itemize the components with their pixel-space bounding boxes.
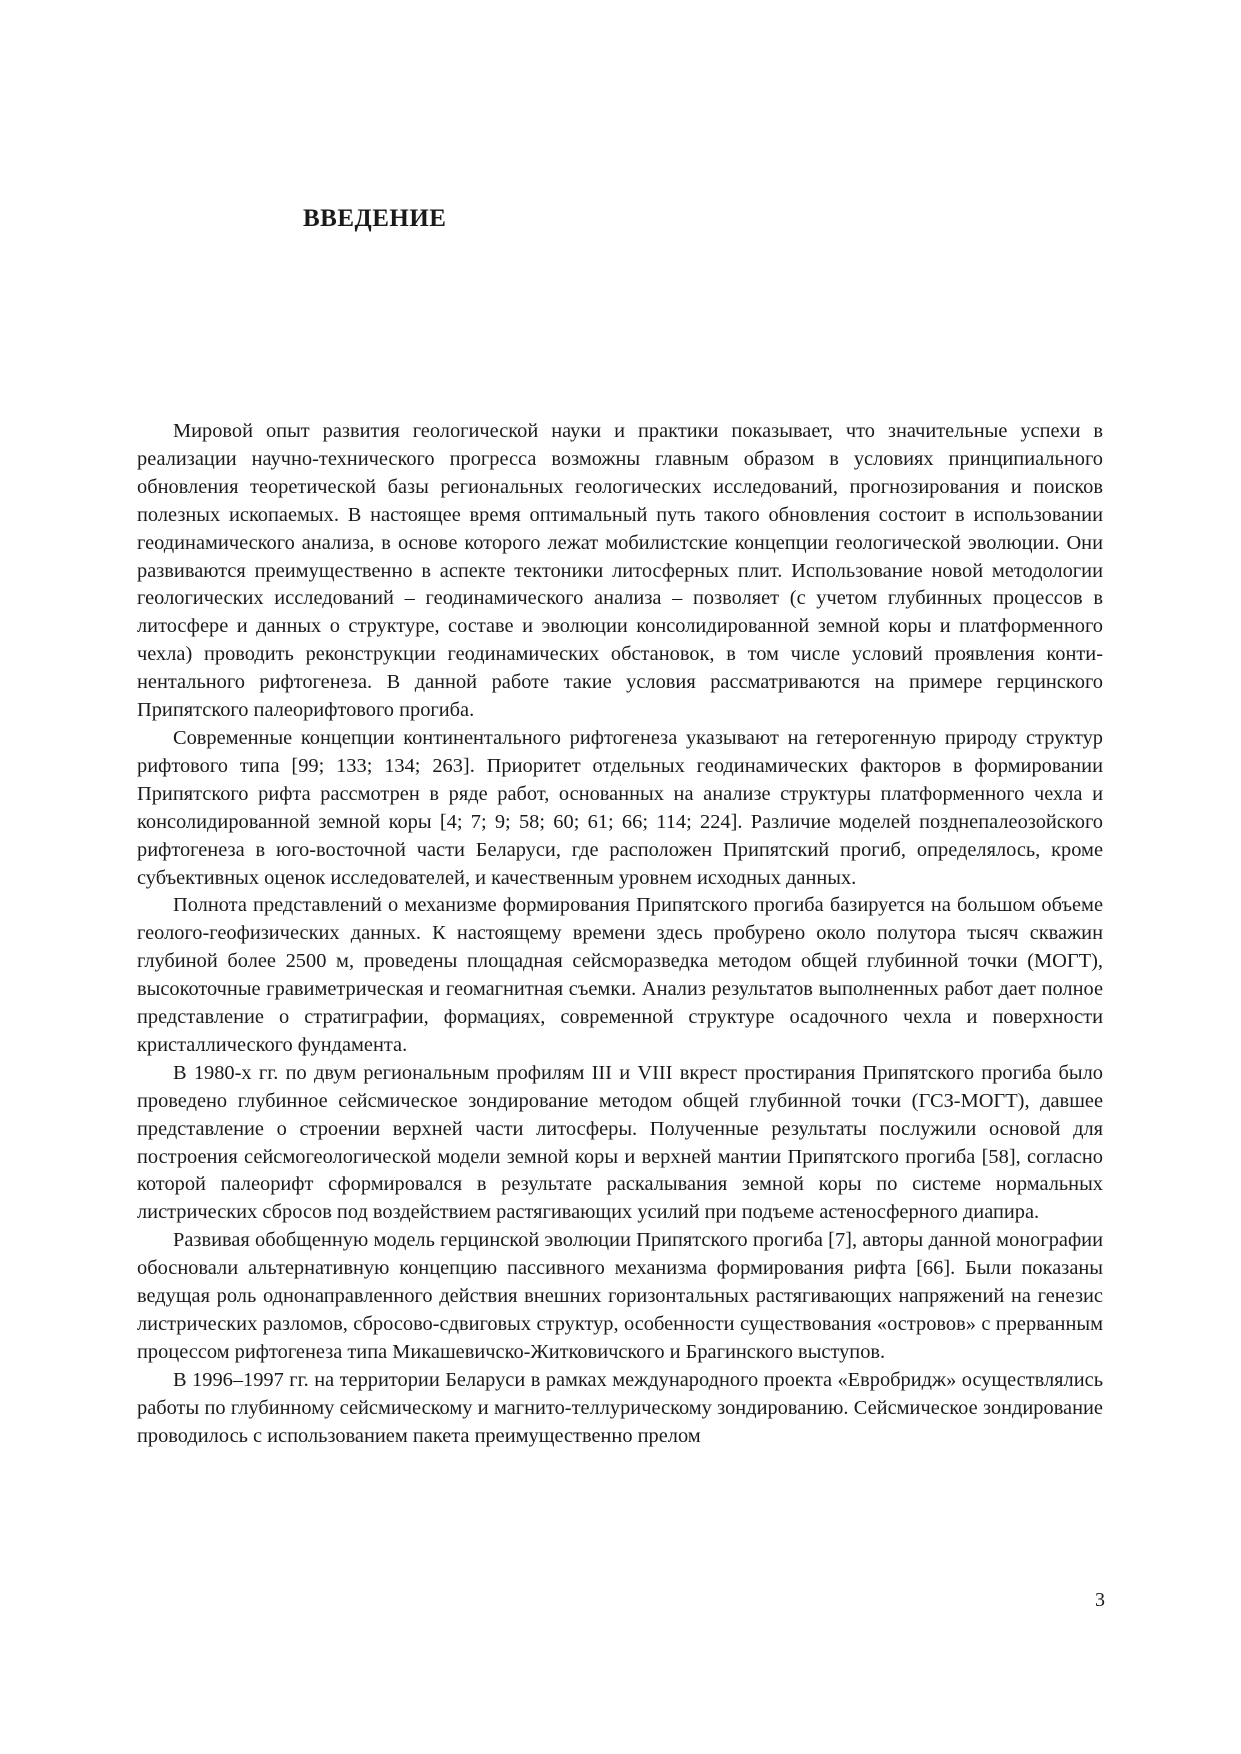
page-number: 3 [1095, 1589, 1105, 1611]
paragraph-5: Развивая обобщенную модель герцинской эволюции Припятского прогиба [7], авторы данной монографии обосновали альтернативную концепцию пассивного механизма формирования рифта [66]. Были показаны ведущая роль однонаправленного действия внешних горизонтальных растягивающих напряжений на генезис листрических разломов, сбросово-сдвиговых структур, особенности существования «островов» с прерванным процессом рифтогенеза типа Микашевичско-Житковичского и Брагинского выступов. [137, 1229, 1103, 1363]
paragraph-2: Современные концепции континентального рифтогенеза указывают на гетерогенную природу структур рифтового типа [99; 133; 134; 263]. Приоритет отдельных геодинамических факторов в формировании Припятского рифта рассмотрен в ряде работ, основанных на анализе структуры платформенного чехла и консолидированной земной коры [4; 7; 9; 58; 60; 61; 66; 114; 224]. Различие моделей позднепалеозойского рифтогенеза в юго-восточной части Беларуси, где расположен Припятский прогиб, определялось, кроме субъективных оценок исследователей, и качественным уровнем исходных данных. [137, 726, 1103, 889]
body-text [137, 418, 1103, 1451]
paragraph-6: В 1996–1997 гг. на территории Беларуси в рамках международного проекта «Евробридж» осуществлялись работы по глубинному сейсмическому и магнито-теллурическому зондированию. Сейсмическое зондирование проводилось с использованием пакета преимущественно прелом [137, 1368, 1103, 1447]
paragraph-3: Полнота представлений о механизме формирования Припятского прогиба базируется на большом объеме геолого-геофизических данных. К настоящему времени здесь пробурено около полутора тысяч скважин глубиной более 2500 м, проведены площадная сейсморазведка методом общей глубинной точки (МОГТ), высокоточные гравиметрическая и геомагнитная съемки. Анализ результатов выполненных работ дает полное представление о стратиграфии, формациях, современной структуре осадочного чехла и поверхности кристаллического фундамента. [137, 894, 1103, 1056]
paragraph-1: Мировой опыт развития геологической науки и практики показывает, что значительные успехи в реализации научно-технического прогресса возможны главным образом в условиях принципиального обновления теоретической базы региональных геологических исследований, прогнозирования и поисков полезных ископаемых. В настоящее время оптимальный путь такого обновления состоит в использовании геодинамического анализа, в основе которого лежат мобилистские концепции геологической эволюции. Они развиваются преимущественно в аспекте тектоники литосферных плит. Использование новой методологии геологических исследований – геодинамического анализа – позволяет (с учетом глубинных процессов в литосфере и данных о структуре, составе и эволюции консолидированной земной коры и платформенного чехла) проводить реконструкции геодинамических обстановок, в том числе условий проявления континентального рифтогенеза. В данной работе такие условия рассматриваются на примере герцинского Припятского палеорифтового прогиба. [137, 420, 1103, 722]
section-title: ВВЕДЕНИЕ [303, 205, 447, 232]
paragraph-4: В 1980-х гг. по двум региональным профилям III и VIII вкрест простирания Припятского прогиба было проведено глубинное сейсмическое зондирование методом общей глубинной точки (ГСЗ-МОГТ), давшее представление о строении верхней части литосферы. Полученные результаты послужили основой для построения сейсмогеологической модели земной коры и верхней мантии Припятского прогиба [58], согласно которой палеорифт сформировался в результате раскалывания земной коры по системе нормальных листрических сбросов под воздействием растягивающих усилий при подъеме астеносферного диапира. [137, 1061, 1103, 1224]
